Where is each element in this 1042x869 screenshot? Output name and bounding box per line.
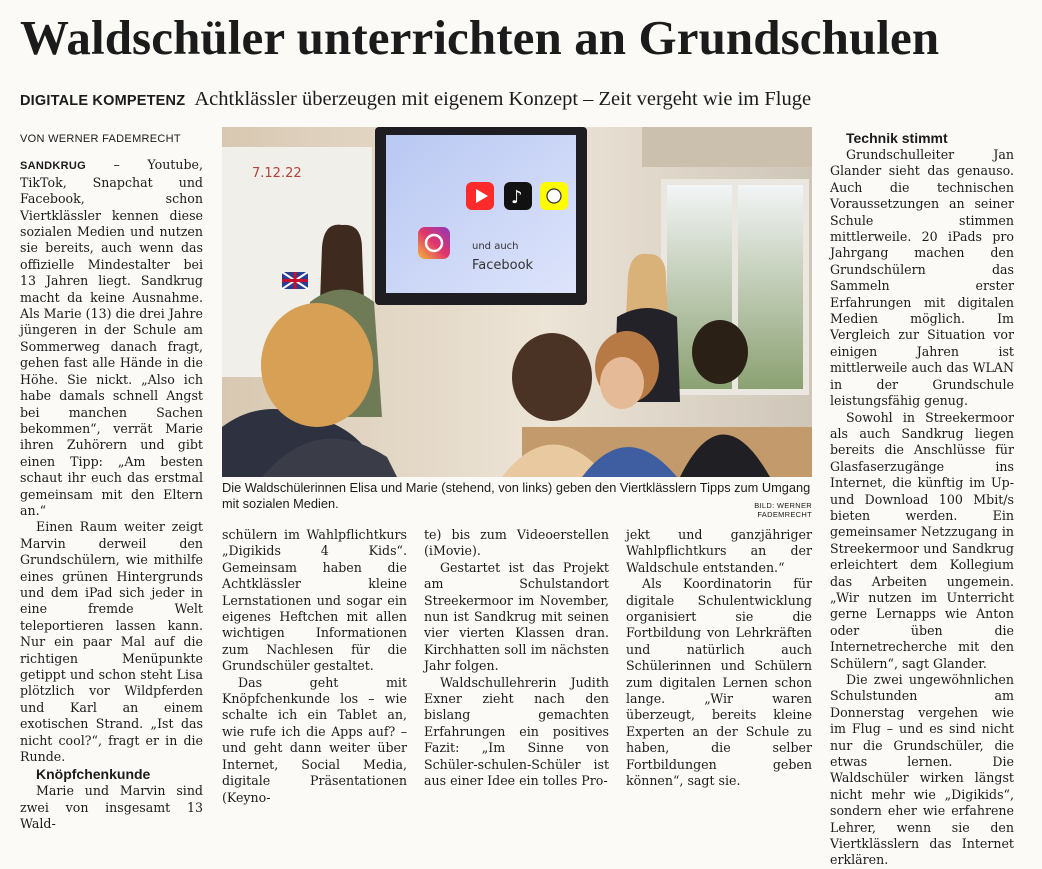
paragraph: Die zwei ungewöhnlichen Schulstunden am Donnerstag vergehen wie im Flug – und es sind nicht nur die Grundschüler, die etwas lernen. Die Waldschüler wirken längst nicht mehr wie „Digikids“, sondern eher wie erfahrene Lehrer, wenn sie den Viertklässlern das Internet erklären. [830, 672, 1014, 868]
board-date-text: 7.12.22 [252, 166, 302, 181]
paragraph: Einen Raum weiter zeigt Marvin derweil den Grundschülern, wie mithilfe eines grünen Hintergrunds und dem iPad sich jeder in eine fremde Welt teleportieren lassen kann. Nur ein paar Mal auf die richtigen Menüpunkte getippt und schon steht Lisa plötzlich vor Wildpferden und Karl an einem exotischen Strand. „Ist das nicht cool?“, fragt er in die Runde. [20, 519, 203, 765]
classroom-photo-illustration [222, 127, 812, 477]
article-photo [222, 127, 812, 477]
paragraph: Das geht mit Knöpfchenkunde los – wie schalte ich ein Tablet an, wie rufe ich die Apps auf? – und geht dann weiter über Internet, Social Media, digitale Präsentationen (Keyno- [222, 674, 407, 805]
paragraph [20, 157, 203, 519]
article-column-4 [626, 527, 812, 790]
screen-text-line-1: und auch [472, 241, 519, 252]
photo-caption: Die Waldschülerinnen Elisa und Marie (stehend, von links) geben den Viertklässlern Tipps zum Umgang mit sozialen Medien. [222, 480, 811, 511]
article-column-5 [830, 121, 1014, 869]
paragraph: Waldschullehrerin Judith Exner zieht nach den bislang gemachten Erfahrungen ein positives Fazit: „Im Sinne von Schüler-schulen-Schüler ist aus einer Idee ein tolles Pro- [424, 674, 609, 789]
paragraph: Marie und Marvin sind zwei von insgesamt 13 Wald- [20, 783, 203, 832]
subline-kicker: DIGITALE KOMPETENZ [20, 93, 186, 109]
article-subline [20, 88, 1030, 111]
section-subhead: Knöpfchenkunde [36, 766, 151, 783]
subline-text: Achtklässler überzeugen mit eigenem Konzept – Zeit vergeht wie im Fluge [194, 88, 812, 110]
article-column-1 [20, 131, 203, 833]
paragraph: jekt und ganzjähriger Wahlpflichtkurs an der Waldschule entstanden.“ [626, 527, 812, 575]
instagram-icon [418, 227, 450, 259]
photo-credit: BILD: WERNER FADEMRECHT [754, 501, 812, 519]
article-column-3 [424, 527, 609, 790]
byline: VON WERNER FADEMRECHT [20, 133, 181, 145]
dateline-place: SANDKRUG [20, 160, 86, 173]
screen-text-line-2: Facebook [472, 258, 534, 273]
article-headline: Waldschüler unterrichten an Grundschulen [20, 10, 940, 65]
paragraph: Als Koordinatorin für digitale Schulentwicklung organisiert sie die Fortbildung von Lehrkräften und natürlich auch Schülerinnen und Schülern zum digitalen Lernen schon lange. „Wir waren überzeugt, bereits kleine Experten an der Schule zu haben, die selber Fortbildungen geben können“, sagt sie. [626, 576, 812, 789]
paragraph: te) bis zum Videoerstellen (iMovie). [424, 527, 609, 559]
paragraph-text: – Youtube, TikTok, Snapchat und Facebook, schon Viertklässler kennen diese sozialen Medien und nutzen sie bereits, auch wenn das offizielle Mindestalter bei 13 Jahren liegt. Sandkrug macht da keine Ausnahme. Als Marie (13) die drei Jahre jüngeren in der Schule am Sommerweg danach fragt, gehen fast alle Hände in die Höhe. Sie nickt. „Also ich habe damals schnell Angst bei manchen Sachen bekommen“, verrät Marie ihren Zuhörern und gibt einen Tipp: „Am besten schaut ihr euch das erstmal gemeinsam mit den Eltern an.“ [20, 157, 203, 518]
paragraph: Gestartet ist das Projekt am Schulstandort Streekermoor im November, nun ist Sandkrug mit seinen vier vierten Klassen dran. Kirchhatten soll im nächsten Jahr folgen. [424, 559, 609, 674]
paragraph: Grundschulleiter Jan Glander sieht das genauso. Auch die technischen Voraussetzungen an seiner Schule stimmen mittlerweile. 20 iPads pro Jahrgang machen den Grundschülern das Sammeln erster Erfahrungen mit digitalen Medien möglich. Im Vergleich zur Situation vor einigen Jahren ist mittlerweile auch das WLAN in der Grundschule leistungsfähig genug. [830, 147, 1014, 409]
section-subhead: Technik stimmt [846, 130, 948, 146]
article-column-2 [222, 527, 407, 806]
paragraph: schülern im Wahlpflichtkurs „Digikids 4 Kids“. Gemeinsam haben die Achtklässler kleine Lernstationen und sogar ein eigenes Heftchen mit allen wichtigen Informationen zum Nachlesen für die Grundschüler gestaltet. [222, 527, 407, 674]
paragraph: Sowohl in Streekermoor als auch Sandkrug liegen bereits die Anschlüsse für Glasfaserzugänge ins Internet, die künftig im Up- und Download 100 Mbit/s bieten werden. Ein gemeinsamer Netzzugang in Streekermoor und Sandkrug erleichtert dem Kollegium das Arbeiten ungemein. „Wir nutzen im Unterricht gerne Lernapps wie Anton oder üben die Internetrecherche mit den Schülern“, sagt Glander. [830, 409, 1014, 671]
svg-text:♪: ♪ [511, 187, 523, 208]
